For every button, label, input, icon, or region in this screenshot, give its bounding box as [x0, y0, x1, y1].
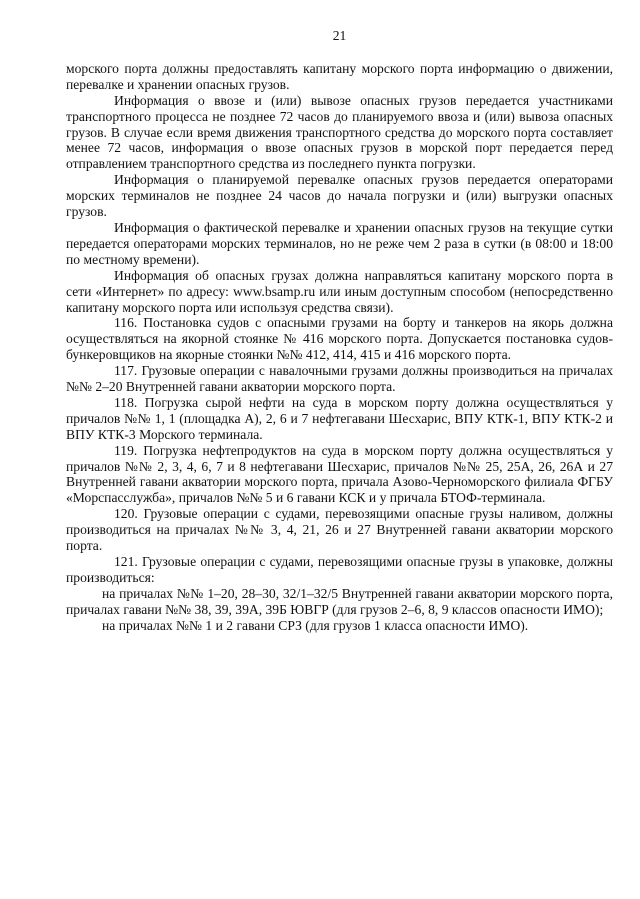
paragraph-internet-submission: Информация об опасных грузах должна направляться капитану морского порта в сети «Интернет» по адресу: www.bsamp.ru или иным доступным способом (непосредственно капитану морского порта или используя средства связи). — [66, 267, 613, 315]
paragraph-continuation: морского порта должны предоставлять капитану морского порта информацию о движении, перевалке и хранении опасных грузов. — [66, 60, 613, 92]
paragraph-actual-transshipment: Информация о фактической перевалке и хранении опасных грузов на текущие сутки передается операторами морских терминалов, но не реже чем 2 раза в сутки (в 08:00 и 18:00 по местному времени). — [66, 219, 613, 267]
paragraph-121: 121. Грузовые операции с судами, перевозящими опасные грузы в упаковке, должны производиться: — [66, 554, 613, 585]
page-number: 21 — [332, 28, 347, 43]
list-item: на причалах №№ 1 и 2 гавани СРЗ (для грузов 1 класса опасности ИМО). — [102, 617, 529, 633]
paragraph-119: 119. Погрузка нефтепродуктов на суда в морском порту должна осуществляться у причалов №№ 2, 3, 4, 6, 7 и 8 нефтегавани Шесхарис, причалов №№ 25, 25А, 26, 26А и 27 Внутренней гавани акватории морского порта, причала Азово-Черноморского филиала ФГБУ «Морспасслужба», причалов №№ 5 и 6 гавани КСК и у причала БТОФ-терминала. — [66, 442, 613, 506]
paragraph-117: 117. Грузовые операции с навалочными грузами должны производиться на причалах №№ 2–20 Внутренней гавани акватории морского порта. — [66, 363, 613, 395]
list-item: на причалах №№ 1–20, 28–30, 32/1–32/5 Внутренней гавани акватории морского порта, причалах гавани №№ 38, 39, 39А, 39Б ЮВГР (для грузов 2–6, 8, 9 классов опасности ИМО); — [66, 585, 613, 617]
paragraph-import-export-info: Информация о ввозе и (или) вывозе опасных грузов передается участниками транспортного процесса не позднее 72 часов до планируемого ввоза и (или) вывоза опасных грузов. В случае если время движения транспортного средства до морского порта составляет менее 72 часов, информация о ввозе опасных грузов в морской порт передается перед отправлением транспортного средства из последнего пункта погрузки. — [66, 92, 613, 172]
paragraph-118: 118. Погрузка сырой нефти на суда в морском порту должна осуществляться у причалов №№ 1, 1 (площадка А), 2, 6 и 7 нефтегавани Шесхарис, ВПУ КТК-1, ВПУ КТК-2 и ВПУ КТК-3 Морского терминала. — [66, 394, 613, 442]
paragraph-planned-transshipment: Информация о планируемой перевалке опасных грузов передается операторами морских терминалов не позднее 24 часов до начала погрузки и (или) выгрузки опасных грузов. — [66, 172, 613, 220]
paragraph-120: 120. Грузовые операции с судами, перевозящими опасные грузы наливом, должны производиться на причалах №№ 3, 4, 21, 26 и 27 Внутренней гавани акватории морского порта. — [66, 506, 613, 554]
document-page — [66, 28, 613, 634]
paragraph-116: 116. Постановка судов с опасными грузами на борту и танкеров на якорь должна осуществляться на якорной стоянке № 416 морского порта. Допускается постановка судов-бункеровщиков на якорные стоянки №№ 412, 414, 415 и 416 морского порта. — [66, 315, 613, 363]
